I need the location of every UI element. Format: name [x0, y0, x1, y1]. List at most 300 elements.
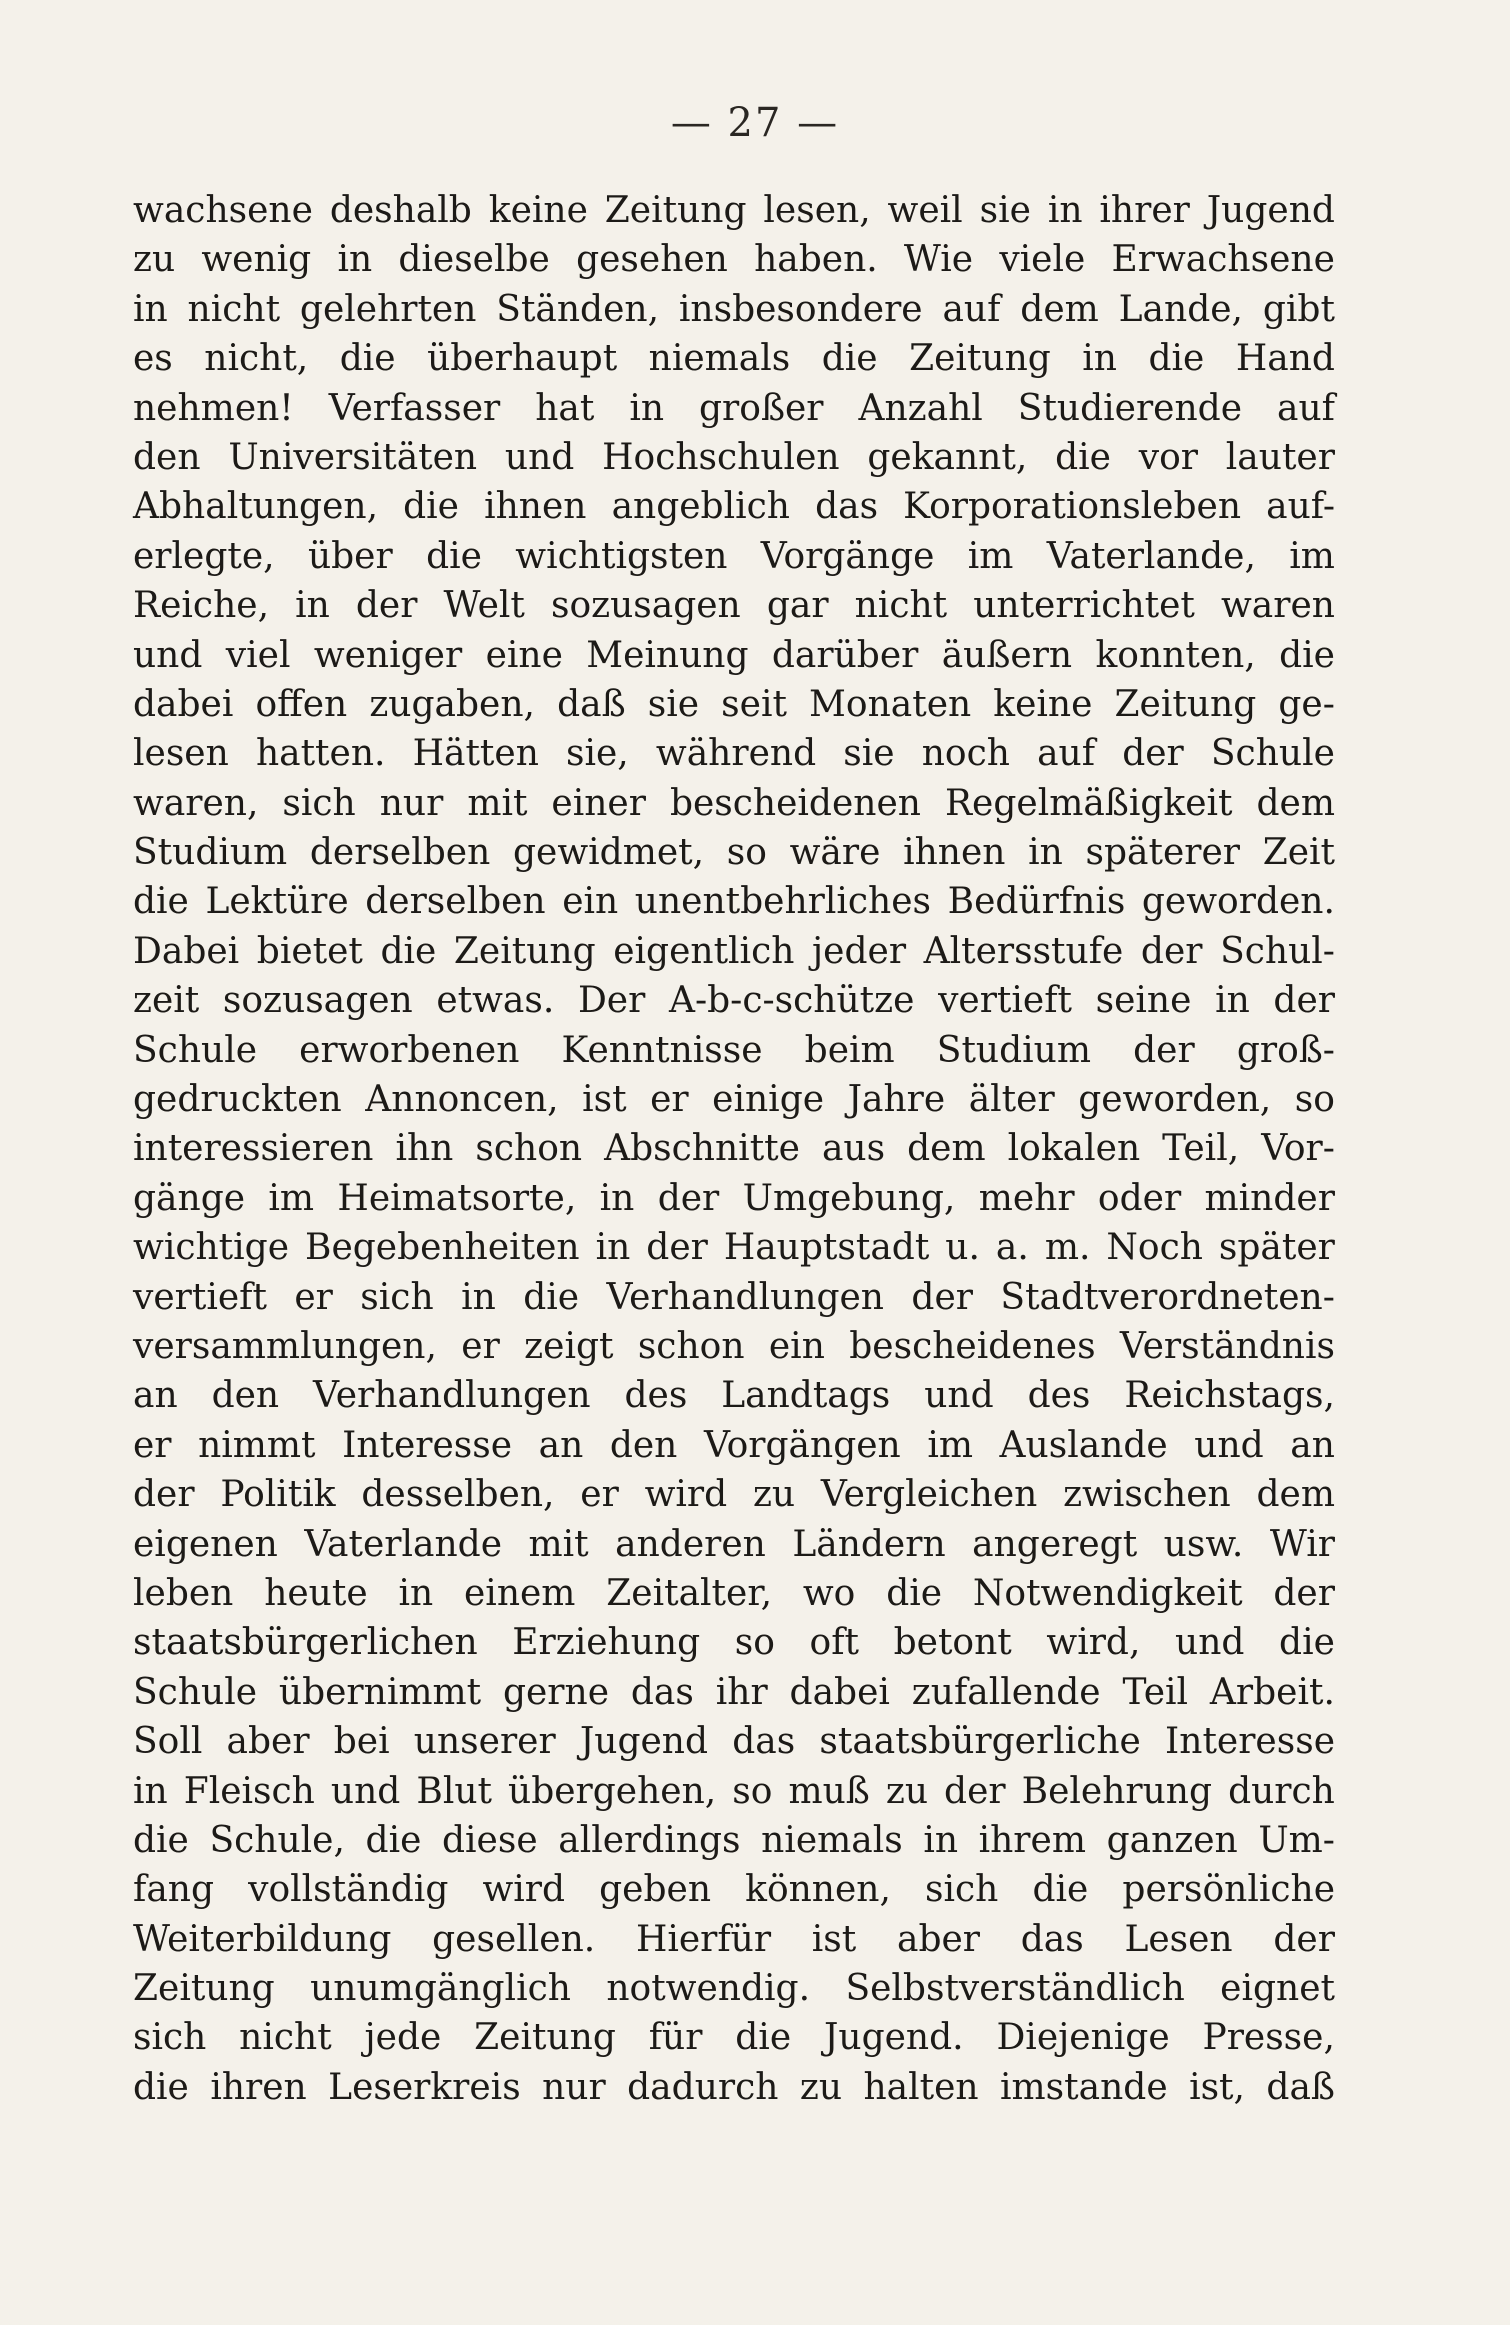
word: auf-	[1266, 486, 1335, 528]
text-line	[133, 1470, 1335, 1519]
word: seine	[1095, 980, 1192, 1022]
word: wird	[482, 1869, 566, 1911]
word: das	[732, 1721, 796, 1763]
word: gerne	[502, 1671, 610, 1713]
word: Zeitung	[453, 930, 596, 972]
word: derselben	[365, 881, 546, 923]
word: unterrichtet	[973, 585, 1195, 627]
text-line	[133, 1223, 1335, 1272]
word: bescheidenen	[669, 782, 921, 824]
text-line	[133, 1569, 1335, 1618]
word: Wir	[1269, 1523, 1335, 1565]
word: der	[1133, 1029, 1195, 1071]
word: sozusagen	[550, 585, 741, 627]
word: der	[133, 1474, 195, 1516]
text-line	[133, 877, 1335, 926]
word: Vaterlande	[304, 1523, 502, 1565]
word: über	[307, 535, 393, 577]
word: Verhandlungen	[313, 1375, 591, 1417]
word: Abhaltungen,	[133, 486, 379, 528]
word: niemals	[648, 338, 791, 380]
word: noch	[921, 733, 1010, 775]
word: der	[1140, 930, 1203, 972]
word: der	[944, 1770, 1006, 1812]
word: a.	[995, 1227, 1029, 1269]
word: Jugend	[579, 1721, 709, 1763]
word: sie	[843, 733, 895, 775]
text-line	[133, 1174, 1335, 1223]
word: Erwachsene	[1111, 239, 1335, 281]
text-line	[133, 433, 1335, 482]
word: nur	[542, 2066, 606, 2108]
word: ihnen	[484, 486, 587, 528]
text-line	[133, 1273, 1335, 1322]
word: betont	[893, 1622, 1012, 1664]
word: zeigt	[524, 1325, 614, 1367]
word: äußern	[941, 634, 1073, 676]
word: schon	[475, 1128, 583, 1170]
word: Verfasser	[328, 387, 501, 429]
word: der	[657, 1177, 720, 1219]
word: ihn	[395, 1128, 454, 1170]
word: und	[1175, 1622, 1245, 1664]
word: staatsbürgerliche	[819, 1721, 1141, 1763]
text-line	[133, 828, 1335, 877]
text-line	[133, 1026, 1335, 1075]
text-line	[133, 1421, 1335, 1470]
word: minder	[1204, 1177, 1335, 1219]
word: muß	[788, 1770, 870, 1812]
word: sie,	[566, 733, 629, 775]
word: offen	[255, 683, 348, 725]
word: imstande	[1000, 2066, 1168, 2108]
word: erworbenen	[299, 1029, 520, 1071]
word: den	[211, 1375, 280, 1417]
word: Universitäten	[228, 436, 478, 478]
word: wo	[802, 1572, 856, 1614]
word: waren	[1220, 585, 1335, 627]
word: Hand	[1235, 338, 1335, 380]
text-line	[133, 384, 1335, 433]
word: und	[330, 1770, 401, 1812]
word: Vorgängen	[703, 1424, 901, 1466]
word: auf	[942, 288, 1001, 330]
word: ihren	[210, 2066, 307, 2108]
word: großer	[699, 387, 824, 429]
word: in	[1028, 832, 1063, 874]
word: Presse,	[1202, 2017, 1335, 2059]
word: dem	[1020, 288, 1099, 330]
word: mit	[467, 782, 528, 824]
word: lesen	[133, 733, 229, 775]
word: Fleisch	[183, 1770, 315, 1812]
word: Jahre	[847, 1079, 946, 1121]
word: eine	[485, 634, 563, 676]
word: Schul-	[1220, 930, 1335, 972]
word: viel	[225, 634, 291, 676]
word: Zeitung	[604, 190, 747, 231]
word: die	[1032, 1869, 1089, 1911]
text-line	[133, 729, 1335, 778]
word: die	[426, 535, 482, 577]
word: gewidmet,	[512, 832, 705, 874]
word: lokalen	[1007, 1128, 1141, 1170]
word: Abschnitte	[604, 1128, 800, 1170]
text-line	[133, 1618, 1335, 1667]
word: Hätten	[412, 733, 539, 775]
word: dem	[1256, 1474, 1335, 1516]
word: interessieren	[133, 1128, 374, 1170]
word: dabei	[789, 1671, 890, 1713]
word: unentbehrliches	[634, 881, 932, 923]
word: ihrer	[1099, 190, 1190, 231]
word: Zeitung	[1114, 683, 1257, 725]
word: Schule	[133, 1671, 258, 1713]
word: zu	[885, 1770, 929, 1812]
word: gedruckten	[133, 1079, 342, 1121]
word: ein	[768, 1325, 825, 1367]
word: im	[967, 535, 1014, 577]
text-line	[133, 186, 1335, 235]
word: in	[133, 1770, 168, 1812]
word: so	[726, 832, 767, 874]
word: an	[538, 1424, 584, 1466]
word: Stadtverordneten-	[1000, 1276, 1335, 1318]
word: vertieft	[938, 980, 1072, 1022]
word: in	[1215, 980, 1250, 1022]
word: Schule,	[209, 1819, 345, 1861]
word: deshalb	[329, 190, 472, 231]
word: dieselbe	[398, 239, 550, 281]
word: Politik	[220, 1474, 336, 1516]
word: fang	[133, 1869, 215, 1911]
word: Verhandlungen	[606, 1276, 884, 1318]
word: sich	[925, 1869, 999, 1911]
word: sozusagen	[222, 980, 413, 1022]
word: Anzahl	[858, 387, 983, 429]
word: Vaterlande,	[1046, 535, 1256, 577]
word: in	[599, 1177, 635, 1219]
text-line	[133, 680, 1335, 729]
word: gänge	[133, 1177, 246, 1219]
text-line	[133, 532, 1335, 581]
word: wichtige	[133, 1227, 290, 1269]
word: Vergleichen	[820, 1474, 1038, 1516]
word: groß-	[1236, 1029, 1335, 1071]
page-number: — 27 —	[670, 100, 840, 146]
word: das	[630, 1671, 694, 1713]
word: m.	[1044, 1227, 1091, 1269]
word: zu	[133, 239, 176, 281]
text-line	[133, 482, 1335, 531]
word: heute	[264, 1572, 368, 1614]
word: aber	[226, 1721, 310, 1763]
text-line	[133, 1668, 1335, 1717]
word: sich	[133, 2017, 207, 2059]
word: im	[268, 1177, 315, 1219]
word: daß	[557, 683, 626, 725]
word: ihrem	[978, 1819, 1086, 1861]
word: allerdings	[558, 1819, 741, 1861]
word: Notwendigkeit	[972, 1572, 1243, 1614]
word: er	[461, 1325, 500, 1367]
word: anderen	[615, 1523, 766, 1565]
word: in	[1047, 190, 1083, 231]
word: in	[629, 387, 665, 429]
word: Diejenige	[996, 2017, 1170, 2059]
word: Belehrung	[1021, 1770, 1213, 1812]
word: derselben	[309, 832, 491, 874]
word: dadurch	[627, 2066, 779, 2108]
word: ist,	[1189, 2066, 1245, 2108]
word: bei	[333, 1721, 390, 1763]
word: Zeitung	[474, 2017, 616, 2059]
word: nur	[379, 782, 444, 824]
word: Leserkreis	[328, 2066, 521, 2108]
word: und	[133, 634, 203, 676]
word: Reichstags,	[1124, 1375, 1335, 1417]
word: nicht	[187, 288, 281, 330]
text-line	[133, 581, 1335, 630]
text-line	[133, 976, 1335, 1025]
word: darüber	[771, 634, 919, 676]
word: gekannt,	[867, 436, 1028, 478]
word: zu	[752, 1474, 796, 1516]
word: versammlungen,	[133, 1325, 437, 1367]
word: und	[1194, 1424, 1264, 1466]
word: dem	[907, 1128, 986, 1170]
word: ge-	[1278, 683, 1335, 725]
word: nicht	[854, 585, 948, 627]
word: Landtags	[721, 1375, 891, 1417]
text-line	[133, 334, 1335, 383]
word: geworden,	[1078, 1079, 1272, 1121]
word: u.	[945, 1227, 980, 1269]
word: Heimatsorte,	[337, 1177, 577, 1219]
word: Monaten	[809, 683, 972, 725]
text-line	[133, 1816, 1335, 1865]
word: beim	[804, 1029, 895, 1071]
word: insbesondere	[678, 288, 923, 330]
word: an	[1290, 1424, 1335, 1466]
word: Zeitung	[909, 338, 1051, 380]
word: in	[295, 585, 330, 627]
word: wird,	[1046, 1622, 1141, 1664]
word: Hierfür	[635, 1918, 772, 1960]
word: usw.	[1163, 1523, 1244, 1565]
word: ein	[562, 881, 619, 923]
word: den	[133, 436, 201, 478]
word: Meinung	[586, 634, 749, 676]
word: Um-	[1258, 1819, 1335, 1861]
word: Ländern	[792, 1523, 946, 1565]
word: mehr	[978, 1177, 1075, 1219]
word: Blut	[416, 1770, 492, 1812]
word: ihnen	[903, 832, 1006, 874]
word: des	[624, 1375, 688, 1417]
word: das	[815, 486, 879, 528]
word: Studierende	[1017, 387, 1243, 429]
word: Selbstverständlich	[845, 1968, 1185, 2010]
word: oder	[1097, 1177, 1182, 1219]
word: der	[355, 585, 418, 627]
word: haben.	[754, 239, 878, 281]
word: Vor-	[1261, 1128, 1335, 1170]
word: nimmt	[198, 1424, 316, 1466]
word: Regelmäßigkeit	[944, 782, 1233, 824]
word: Interesse	[342, 1424, 513, 1466]
word: einige	[712, 1079, 825, 1121]
word: nicht,	[204, 338, 309, 380]
word: hat	[535, 387, 595, 429]
word: Noch	[1106, 1227, 1203, 1269]
word: sie	[979, 190, 1031, 231]
word: in	[398, 1572, 434, 1614]
word: späterer	[1085, 832, 1240, 874]
word: Hauptstadt	[723, 1227, 930, 1269]
word: im	[1289, 535, 1335, 577]
word: angeregt	[972, 1523, 1138, 1565]
word: Schule	[1210, 733, 1335, 775]
text-line	[133, 1865, 1335, 1914]
word: an	[133, 1375, 178, 1417]
word: sie	[647, 683, 700, 725]
word: auf	[1037, 733, 1096, 775]
text-line	[133, 1520, 1335, 1569]
word: eigentlich	[613, 930, 795, 972]
word: Lesen	[1124, 1918, 1233, 1960]
word: Schule	[133, 1029, 258, 1071]
text-line	[133, 1717, 1335, 1766]
word: dem	[1256, 782, 1335, 824]
word: in	[1082, 338, 1117, 380]
word: oft	[809, 1622, 859, 1664]
word: später	[1218, 1227, 1335, 1269]
word: keine	[488, 190, 588, 231]
word: Teil,	[1162, 1128, 1240, 1170]
word: gelehrten	[299, 288, 477, 330]
word: er	[133, 1424, 172, 1466]
word: in	[595, 1227, 631, 1269]
word: weniger	[313, 634, 463, 676]
word: Verständnis	[1119, 1325, 1335, 1367]
word: Interesse	[1165, 1721, 1335, 1763]
word: Vorgänge	[760, 535, 935, 577]
word: Ständen,	[496, 288, 660, 330]
word: hatten.	[255, 733, 386, 775]
word: während	[655, 733, 817, 775]
text-line	[133, 631, 1335, 680]
word: Bedürfnis	[947, 881, 1126, 923]
word: die	[523, 1276, 580, 1318]
word: wird	[644, 1474, 728, 1516]
word: keine	[993, 683, 1093, 725]
word: geben	[599, 1869, 712, 1911]
word: mit	[528, 1523, 589, 1565]
word: Lande,	[1118, 288, 1243, 330]
word: Studium	[133, 832, 288, 874]
word: niemals	[761, 1819, 903, 1861]
word: Hochschulen	[602, 436, 840, 478]
word: persönliche	[1122, 1869, 1335, 1911]
word: desselben,	[361, 1474, 555, 1516]
word: bietet	[256, 930, 363, 972]
text-line	[133, 1075, 1335, 1124]
word: durch	[1228, 1770, 1335, 1812]
word: die	[821, 338, 878, 380]
word: jede	[364, 2017, 442, 2059]
word: eigenen	[133, 1523, 278, 1565]
word: das	[1020, 1918, 1084, 1960]
word: Altersstufe	[923, 930, 1124, 972]
word: Annoncen,	[365, 1079, 559, 1121]
word: Soll	[133, 1721, 203, 1763]
word: Auslande	[999, 1424, 1168, 1466]
word: ihr	[715, 1671, 768, 1713]
word: dabei	[133, 683, 234, 725]
word: die	[403, 486, 459, 528]
word: können,	[745, 1869, 891, 1911]
word: wäre	[789, 832, 881, 874]
word: zugaben,	[369, 683, 535, 725]
word: sich	[282, 782, 356, 824]
word: zufallende	[911, 1671, 1101, 1713]
body-text	[133, 186, 1335, 2112]
word: Korporationsleben	[903, 486, 1242, 528]
word: Welt	[443, 585, 525, 627]
word: die	[886, 1572, 943, 1614]
text-line	[133, 779, 1335, 828]
word: unumgänglich	[310, 1968, 571, 2010]
word: A-b-c-schütze	[668, 980, 915, 1022]
word: staatsbürgerlichen	[133, 1622, 478, 1664]
word: gesellen.	[432, 1918, 596, 1960]
word: die	[380, 930, 437, 972]
word: er	[294, 1276, 333, 1318]
word: Erziehung	[512, 1622, 701, 1664]
word: lesen,	[763, 190, 871, 231]
word: viele	[999, 239, 1086, 281]
text-line	[133, 1124, 1335, 1173]
word: Begebenheiten	[305, 1227, 580, 1269]
word: unserer	[413, 1721, 556, 1763]
word: einer	[551, 782, 646, 824]
word: wenig	[201, 239, 312, 281]
word: gibt	[1262, 288, 1335, 330]
word: die	[1279, 1622, 1335, 1664]
word: er	[650, 1079, 689, 1121]
word: und	[504, 436, 575, 478]
word: eignet	[1220, 1968, 1335, 2010]
word: wachsene	[133, 190, 313, 231]
word: Zeitung	[133, 1968, 275, 2010]
word: weil	[887, 190, 963, 231]
word: zu	[799, 2066, 843, 2108]
word: schon	[637, 1325, 745, 1367]
word: vollständig	[248, 1869, 449, 1911]
word: Teil	[1122, 1671, 1189, 1713]
word: die	[339, 338, 396, 380]
text-line	[133, 1915, 1335, 1964]
word: so	[734, 1622, 775, 1664]
word: notwendig.	[606, 1968, 811, 2010]
word: Arbeit.	[1209, 1671, 1335, 1713]
word: die	[1279, 634, 1335, 676]
word: daß	[1266, 2066, 1335, 2108]
word: Wie	[903, 239, 974, 281]
word: sich	[360, 1276, 434, 1318]
word: ist	[582, 1079, 627, 1121]
